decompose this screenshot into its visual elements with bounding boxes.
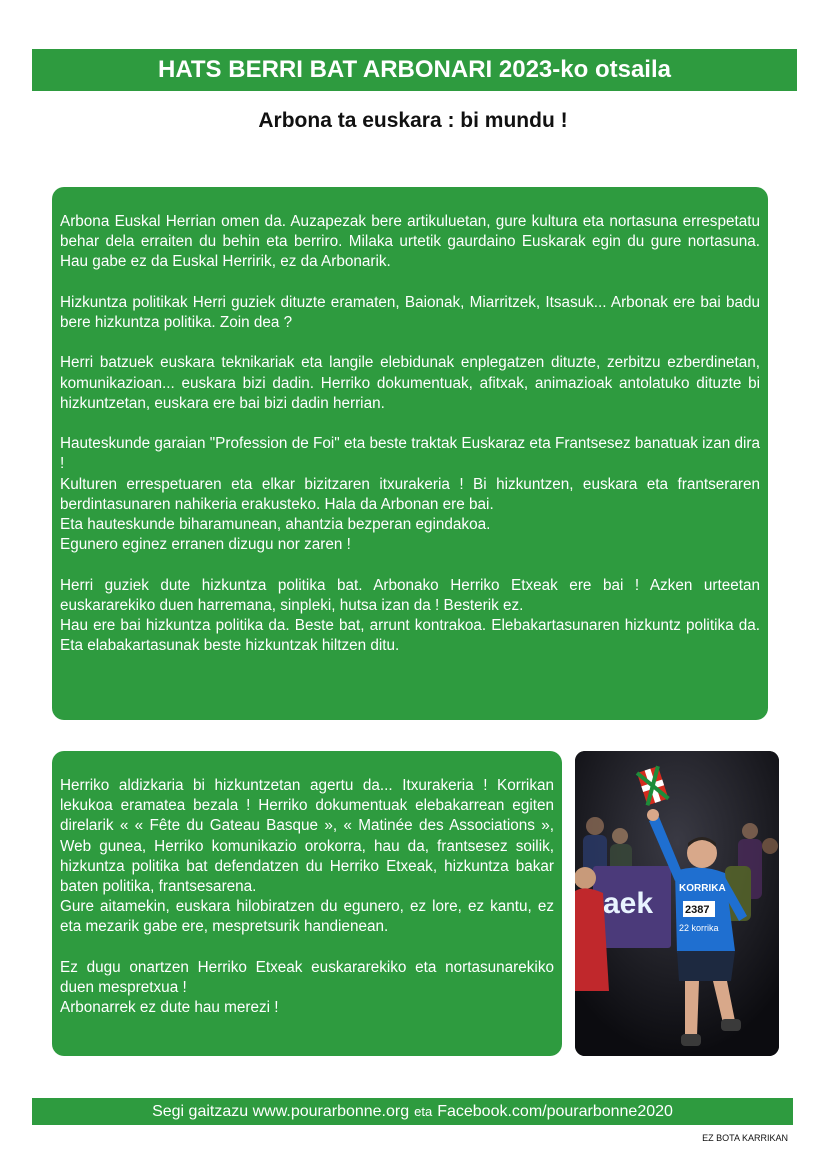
footer-facebook[interactable]: Facebook.com/pourarbonne2020 (437, 1102, 673, 1120)
paragraph: Eta hauteskunde biharamunean, ahantzia bezperan egindakoa. (60, 516, 491, 533)
shirt-lower-text: 22 korrika (679, 923, 719, 933)
paragraph: Egunero eginez erranen dizugu nor zaren ! (60, 536, 351, 554)
bib-number: 2387 (685, 904, 710, 916)
main-text-box (52, 187, 768, 720)
page-header (32, 49, 797, 91)
paragraph: Arbonarrek ez dute hau merezi ! (60, 999, 279, 1017)
page-subtitle: Arbona ta euskara : bi mundu ! (258, 109, 568, 132)
paragraph: Hizkuntza politikak Herri guziek dituzte eramaten, Baionak, Miarritzek, Itsasuk... Arbonak ere bai badu bere hizkuntza politika. Zoin dea ? (60, 293, 760, 331)
page-footer (32, 1098, 793, 1125)
paragraph: Gure aitamekin, euskara hilobiratzen du egunero, ez lore, ez kantu, ez eta mezarik gabe ere, mespretsurik handienean. (60, 898, 554, 936)
footer-connector: eta (414, 1104, 433, 1119)
secondary-text-box (52, 751, 562, 1056)
header-title: HATS BERRI BAT ARBONARI 2023-ko otsaila (158, 56, 671, 83)
paragraph: Hau ere bai hizkuntza politika da. Beste bat, arrunt kontrakoa. Elebakartasunaren hizkuntz politika da. Eta elabakartasunak beste hizkuntzak hiltzen ditu. (60, 617, 760, 655)
paragraph: Arbona Euskal Herrian omen da. Auzapezak bere artikuluetan, gure kultura eta nortasuna errespetatu behar dela erraiten du behin eta berriro. Milaka urtetik gaurdaino Euskarak egin du gure nortasuna. Hau gabe ez da Euskal Herririk, ez da Arbonarik. (60, 213, 760, 271)
korrika-runner-photo (575, 751, 779, 1056)
imprint-notice: EZ BOTA KARRIKAN (702, 1133, 788, 1143)
paragraph: Hauteskunde garaian "Profession de Foi" eta beste traktak Euskaraz eta Frantsesez banatuak izan dira ! (60, 435, 760, 473)
footer-website[interactable]: Segi gaitzazu www.pourarbonne.org (152, 1102, 410, 1120)
shirt-text: KORRIKA (679, 883, 726, 894)
paragraph: Kulturen errespetuaren eta elkar bizitzaren itxurakeria ! Bi hizkuntzen, euskara eta frantseraren berdintasunaren nahikeria erakusteko. Hala da Arbonan ere bai. (60, 475, 760, 513)
runner-illustration (575, 751, 779, 1056)
paragraph: Herriko aldizkaria bi hizkuntzetan agertu da... Itxurakeria ! Korrikan lekukoa eramatea bezala ! Herriko dokumentuak elebakarrean egiten direlarik « « Fête du Gateau Basque », « Matinée des Associations », Web gunea, Herriko komunikazio orokorra, hau da, frantsesez soilik, hizkuntza politika bat defendatzen du Herriko Etxeak, hizkuntza bakar baten politika, frantsesarena. (60, 777, 554, 896)
paragraph: Ez dugu onartzen Herriko Etxeak euskararekiko eta nortasunarekiko duen mespretxua ! (60, 958, 554, 997)
paragraph: Herri guziek dute hizkuntza politika bat. Arbonako Herriko Etxeak ere bai ! Azken urteetan euskararekiko duen harremana, sinpleki, hutsa izan da ! Besterik ez. (60, 576, 760, 614)
banner-text: aek (603, 887, 654, 920)
paragraph: Herri batzuek euskara teknikariak eta langile elebidunak enplegatzen dituzte, zerbitzu ezberdinetan, komunikazioan... euskara bizi dadin. Herriko dokumentuak, afitxak, animazioak antolatuko dituzte bi hizkuntzetan, euskara ere bai bizi dadin herrian. (60, 354, 760, 412)
